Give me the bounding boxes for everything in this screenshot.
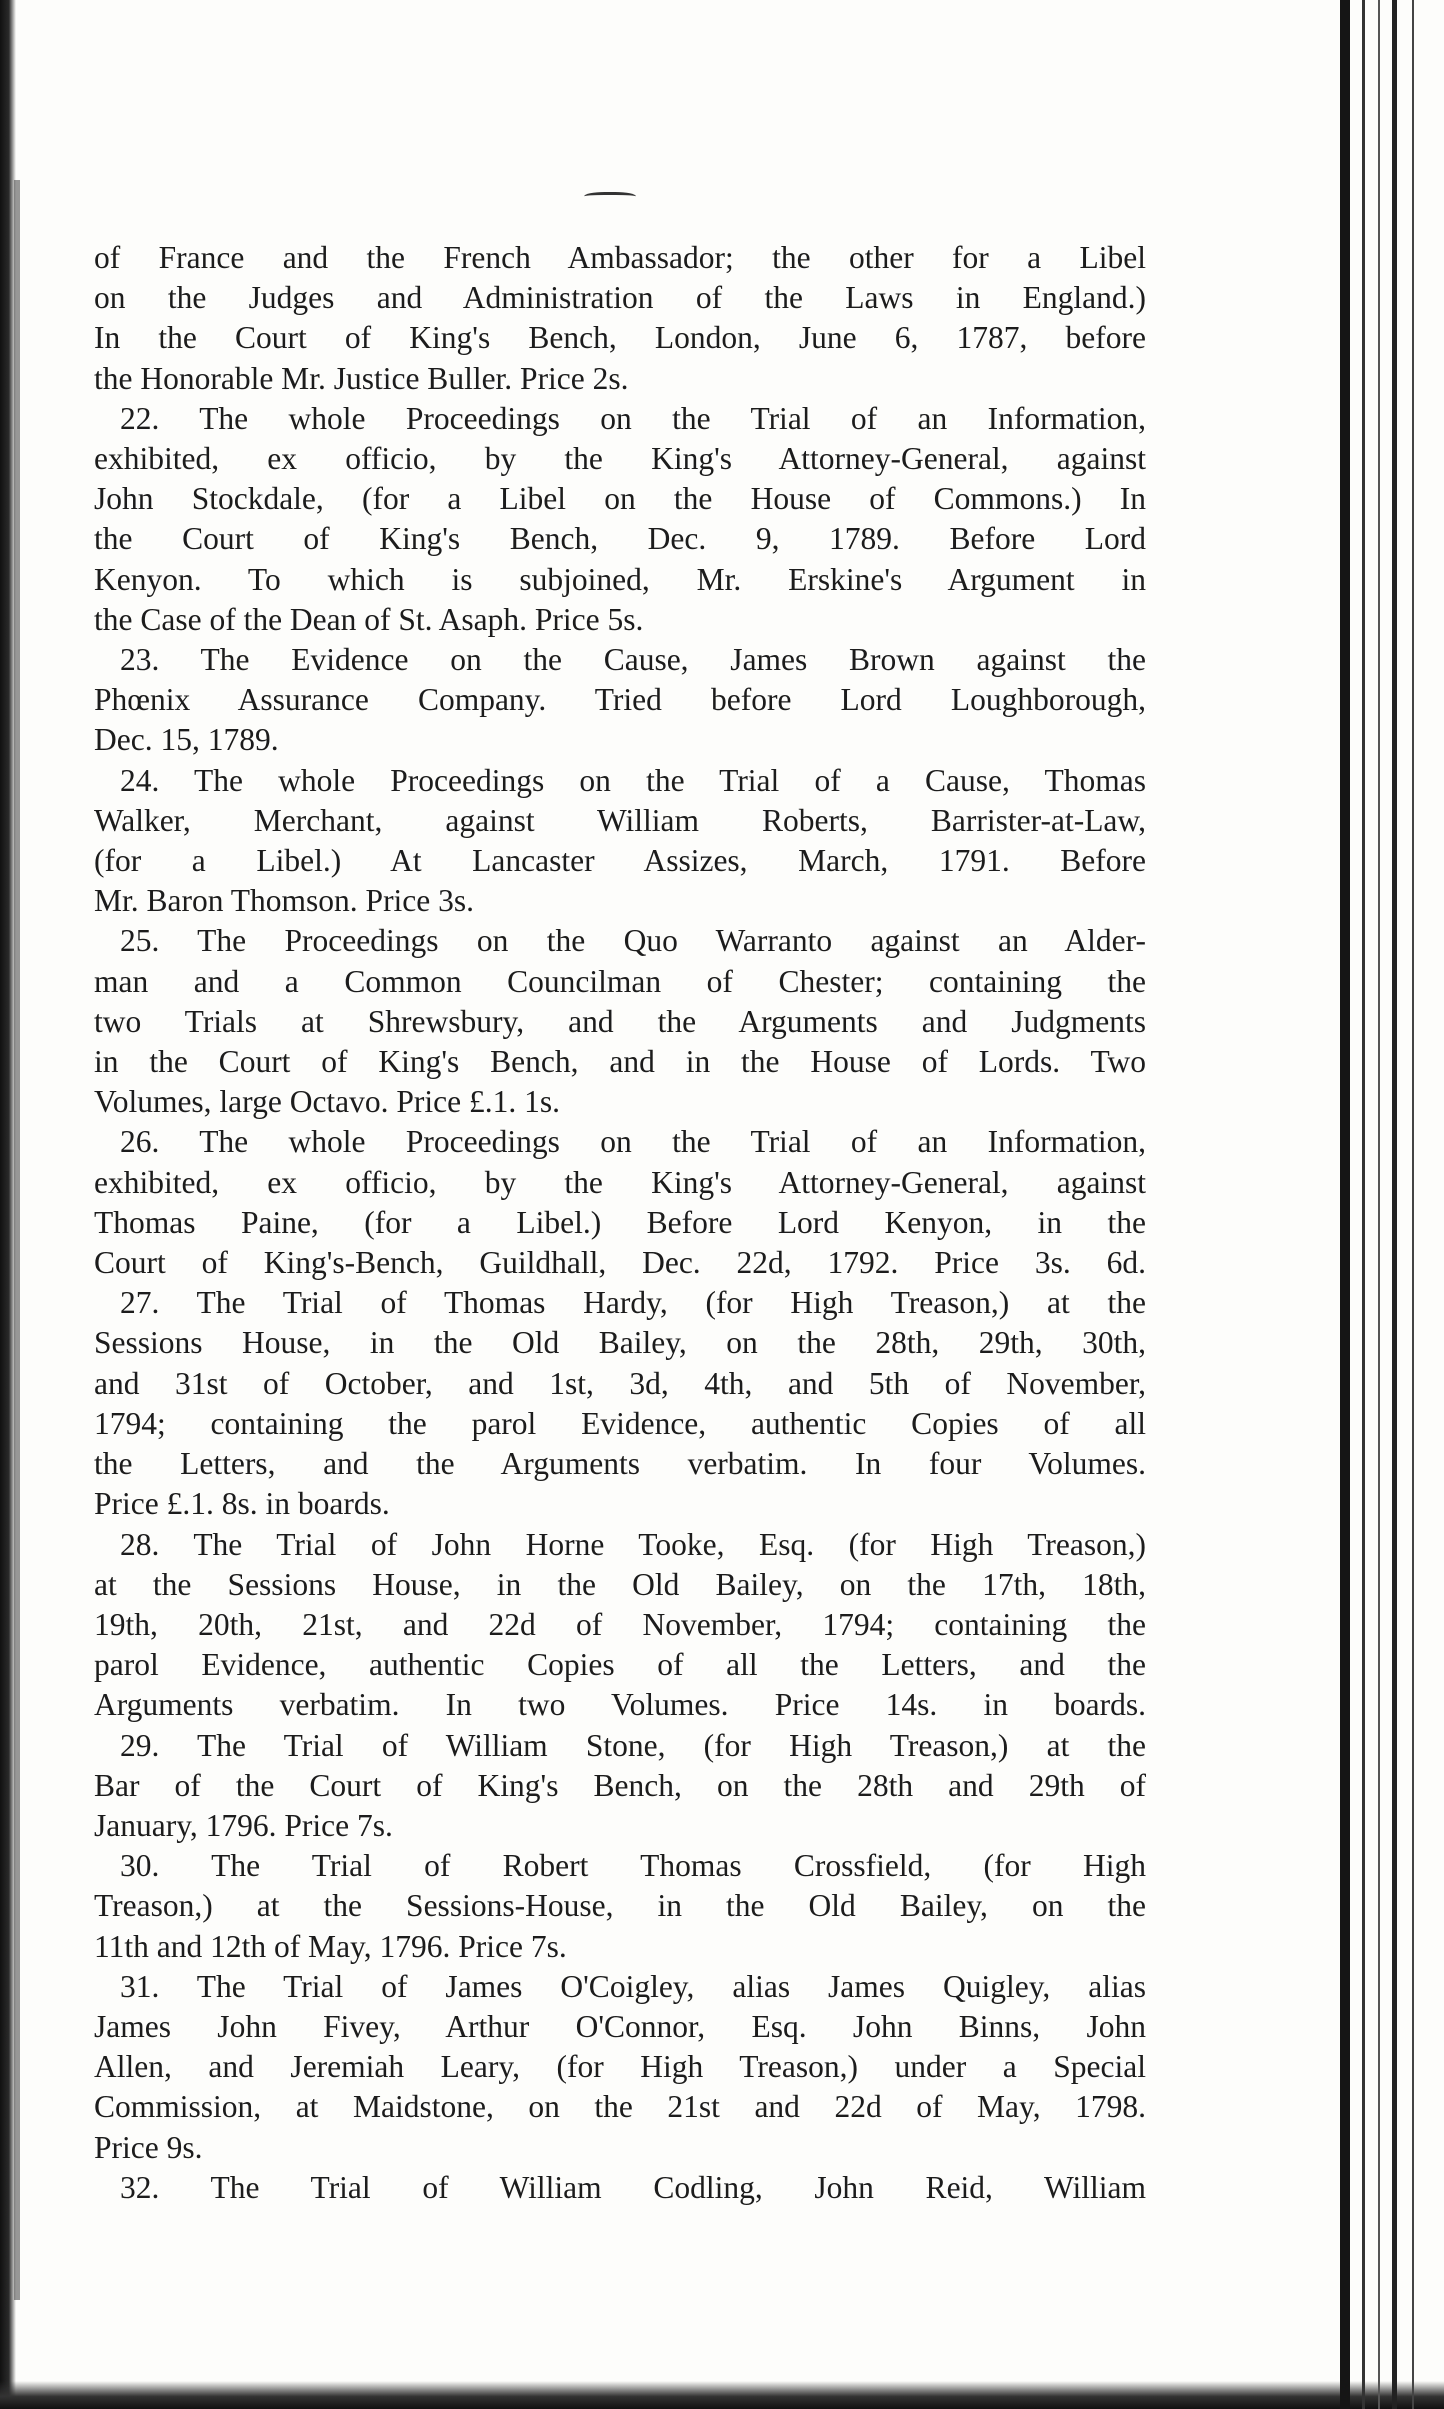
text-line: 24. The whole Proceedings on the Trial of a Cause, Thomas [120, 762, 1146, 798]
text-line: Sessions House, in the Old Bailey, on the 28th, 29th, 30th, [94, 1325, 1146, 1361]
text-line: Commission, at Maidstone, on the 21st and 22d of May, 1798. [94, 2089, 1146, 2125]
text-line: 1794; containing the parol Evidence, authentic Copies of all [94, 1405, 1146, 1441]
text-line: Mr. Baron Thomson. Price 3s. [94, 883, 475, 919]
text-line: Kenyon. To which is subjoined, Mr. Erskine's Argument in [94, 561, 1146, 597]
text-line: of France and the French Ambassador; the other for a Libel [94, 240, 1146, 275]
page-edge-left-shadow [14, 180, 20, 2300]
text-line: parol Evidence, authentic Copies of all the Letters, and the [94, 1647, 1146, 1683]
text-line: Court of King's-Bench, Guildhall, Dec. 22d, 1792. Price 3s. 6d. [94, 1245, 1146, 1281]
text-line: Dec. 15, 1789. [94, 722, 279, 758]
text-line: Allen, and Jeremiah Leary, (for High Treason,) under a Special [94, 2049, 1146, 2085]
page-edge-right-4 [1392, 0, 1397, 2409]
text-line: Price £.1. 8s. in boards. [94, 1486, 390, 1522]
text-line: 27. The Trial of Thomas Hardy, (for High Treason,) at the [120, 1285, 1146, 1321]
text-line: 11th and 12th of May, 1796. Price 7s. [94, 1928, 567, 1964]
text-line: Treason,) at the Sessions-House, in the Old Bailey, on the [94, 1888, 1146, 1924]
text-line: two Trials at Shrewsbury, and the Arguments and Judgments [94, 1003, 1146, 1039]
text-line: 31. The Trial of James O'Coigley, alias James Quigley, alias [120, 1968, 1146, 2004]
page-edge-right-5 [1412, 0, 1414, 2409]
text-line: and 31st of October, and 1st, 3d, 4th, and 5th of November, [94, 1365, 1146, 1401]
text-line: exhibited, ex officio, by the King's Attorney-General, against [94, 1164, 1146, 1200]
text-line: the Letters, and the Arguments verbatim. In four Volumes. [94, 1446, 1146, 1482]
text-line: 23. The Evidence on the Cause, James Brown against the [120, 642, 1146, 678]
page-edge-right-3 [1378, 0, 1380, 2409]
text-line: Volumes, large Octavo. Price £.1. 1s. [94, 1084, 561, 1120]
text-line: 28. The Trial of John Horne Tooke, Esq. (for High Treason,) [120, 1526, 1146, 1562]
text-line: 30. The Trial of Robert Thomas Crossfield, (for High [120, 1848, 1146, 1884]
text-line: Bar of the Court of King's Bench, on the 28th and 29th of [94, 1767, 1146, 1803]
text-line: In the Court of King's Bench, London, June 6, 1787, before [94, 320, 1146, 356]
text-line: John Stockdale, (for a Libel on the House of Commons.) In [94, 481, 1146, 517]
text-line: man and a Common Councilman of Chester; containing the [94, 963, 1146, 999]
text-line: 25. The Proceedings on the Quo Warranto against an Alder- [120, 923, 1146, 959]
text-line: 22. The whole Proceedings on the Trial of an Information, [120, 400, 1146, 436]
text-line: 26. The whole Proceedings on the Trial of an Information, [120, 1124, 1146, 1160]
text-line: James John Fivey, Arthur O'Connor, Esq. John Binns, John [94, 2008, 1146, 2044]
text-line: the Case of the Dean of St. Asaph. Price 5s. [94, 601, 644, 637]
text-line: Thomas Paine, (for a Libel.) Before Lord Kenyon, in the [94, 1204, 1146, 1240]
text-line: on the Judges and Administration of the Laws in England.) [94, 280, 1146, 316]
text-line: Phœnix Assurance Company. Tried before Lord Loughborough, [94, 682, 1146, 718]
text-line: January, 1796. Price 7s. [94, 1807, 393, 1843]
text-line: 19th, 20th, 21st, and 22d of November, 1794; containing the [94, 1606, 1146, 1642]
text-line: in the Court of King's Bench, and in the House of Lords. Two [94, 1044, 1146, 1080]
page-edge-bottom [0, 2381, 1444, 2409]
text-line: Price 9s. [94, 2129, 203, 2165]
text-line: 29. The Trial of William Stone, (for High Treason,) at the [120, 1727, 1146, 1763]
page-edge-right-1 [1340, 0, 1350, 2409]
text-line: (for a Libel.) At Lancaster Assizes, March, 1791. Before [94, 843, 1146, 879]
page-edge-right-2 [1362, 0, 1365, 2409]
text-line: Walker, Merchant, against William Roberts, Barrister-at-Law, [94, 802, 1146, 838]
text-line: at the Sessions House, in the Old Bailey, on the 17th, 18th, [94, 1566, 1146, 1602]
text-line: Arguments verbatim. In two Volumes. Price 14s. in boards. [94, 1687, 1146, 1723]
text-line: the Court of King's Bench, Dec. 9, 1789. Before Lord [94, 521, 1146, 557]
text-line: the Honorable Mr. Justice Buller. Price 2s. [94, 360, 629, 396]
catalogue-text [94, 238, 1146, 2208]
text-line: 32. The Trial of William Codling, John Reid, William [120, 2169, 1146, 2205]
text-line: exhibited, ex officio, by the King's Attorney-General, against [94, 441, 1146, 477]
header-ornament [584, 192, 636, 203]
